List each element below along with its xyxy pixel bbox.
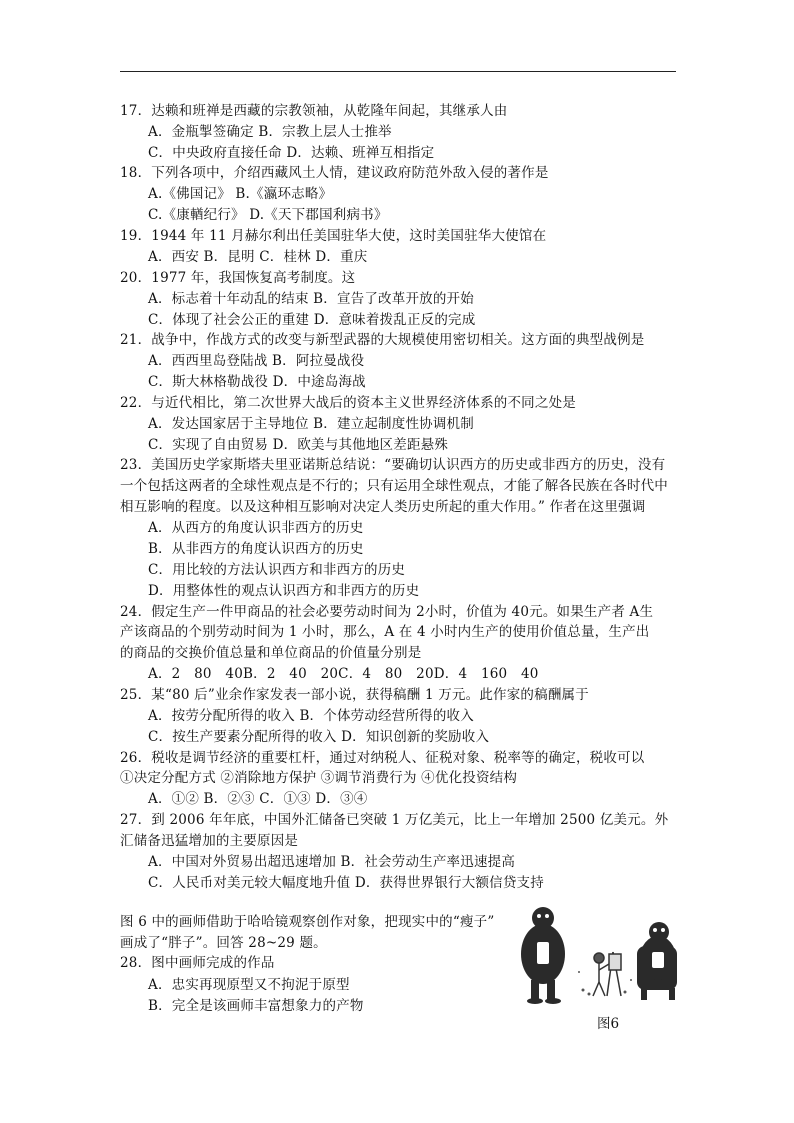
question-line: 18．下列各项中，介绍西藏风土人情，建议政府防范外敌入侵的著作是 — [120, 165, 549, 181]
option-line: A．西西里岛登陆战 B．阿拉曼战役 — [148, 353, 365, 369]
option-line: C．斯大林格勒战役 D．中途岛海战 — [148, 374, 366, 390]
question-line: 24．假定生产一件甲商品的社会必要劳动时间为 2小时，价值为 40元。如果生产者 A生 — [120, 604, 654, 620]
option-line: C．实现了自由贸易 D．欧美与其他地区差距悬殊 — [148, 437, 449, 453]
option-line: B．从非西方的角度认识西方的历史 — [148, 541, 364, 557]
question-line: 产该商品的个别劳动时间为 1 小时，那么，A 在 4 小时内生产的使用价值总量，生产出 — [120, 624, 650, 640]
option-line: A．发达国家居于主导地位 B．建立起制度性协调机制 — [148, 416, 474, 432]
question-line: 19．1944 年 11 月赫尔利出任美国驻华大使，这时美国驻华大使馆在 — [120, 228, 547, 244]
option-line: A．①② B．②③ C．①③ D．③④ — [148, 791, 368, 807]
question-line: 22．与近代相比，第二次世界大战后的资本主义世界经济体系的不同之处是 — [120, 395, 576, 411]
option-line: C．用比较的方法认识西方和非西方的历史 — [148, 562, 406, 578]
option-line: C．体现了社会公正的重建 D．意味着拨乱正反的完成 — [148, 312, 476, 328]
option-line: A．中国对外贸易出超迅速增加 B．社会劳动生产率迅速提高 — [148, 854, 516, 870]
question-line: 20．1977 年，我国恢复高考制度。这 — [120, 270, 356, 286]
question-line: 17．达赖和班禅是西藏的宗教领袖，从乾隆年间起，其继承人由 — [120, 103, 508, 119]
question-line: ①决定分配方式 ②消除地方保护 ③调节消费行为 ④优化投资结构 — [120, 770, 518, 786]
option-line: A．西安 B．昆明 C．桂林 D．重庆 — [148, 249, 368, 265]
option-line: A．按劳分配所得的收入 B．个体劳动经营所得的收入 — [148, 708, 474, 724]
question-line: 汇储备迅猛增加的主要原因是 — [120, 833, 299, 849]
question-line: 21．战争中，作战方式的改变与新型武器的大规模使用密切相关。这方面的典型战例是 — [120, 332, 645, 348]
question-line: 图 6 中的画师借助于哈哈镜观察创作对象，把现实中的“瘦子” — [120, 914, 495, 930]
question-line: 28．图中画师完成的作品 — [120, 955, 275, 971]
option-line: A．从西方的角度认识非西方的历史 — [148, 520, 364, 536]
painter — [593, 952, 621, 996]
option-line: C．中央政府直接任命 D．达赖、班禅互相指定 — [148, 145, 435, 161]
question-line: 27．到 2006 年年底，中国外汇储备已突破 1 万亿美元，比上一年增加 2500 亿美元。外 — [120, 812, 669, 828]
option-line: A．金瓶掣签确定 B．宗教上层人士推举 — [148, 124, 392, 140]
dots — [578, 971, 632, 996]
option-line: D．用整体性的观点认识西方和非西方的历史 — [148, 583, 420, 599]
option-line: A．忠实再现原型又不拘泥于原型 — [148, 977, 350, 993]
question-line: 的商品的交换价值总量和单位商品的价值量分别是 — [120, 645, 422, 661]
option-line: C．按生产要素分配所得的收入 D．知识创新的奖励收入 — [148, 729, 490, 745]
option-line: B．完全是该画师丰富想象力的产物 — [148, 998, 364, 1014]
question-line: 相互影响的程度。以及这种相互影响对决定人类历史所起的重大作用。” 作者在这里强调 — [120, 499, 646, 515]
option-line: C．人民币对美元较大幅度地升值 D．获得世界银行大额信贷支持 — [148, 875, 544, 891]
question-line: 一个包括这两者的全球性观点是不行的；只有运用全球性观点，才能了解各民族在各时代中 — [120, 478, 668, 494]
figure-caption: 图6 — [597, 1016, 620, 1032]
option-line: A．标志着十年动乱的结束 B．宣告了改革开放的开始 — [148, 291, 474, 307]
cartoon-figure — [513, 902, 681, 1004]
question-line: 23．美国历史学家斯塔夫里亚诺斯总结说：“要确切认识西方的历史或非西方的历史，没有 — [120, 457, 666, 473]
option-line: C.《康輶纪行》 D.《天下郡国利病书》 — [148, 207, 388, 223]
question-line: 26．税收是调节经济的重要杠杆，通过对纳税人、征税对象、税率等的确定，税收可以 — [120, 750, 645, 766]
header-rule — [120, 71, 676, 72]
question-line: 25．某“80 后”业余作家发表一部小说，获得稿酬 1 万元。此作家的稿酬属于 — [120, 687, 589, 703]
option-line: A．2 80 40B．2 40 20C．4 80 20D．4 160 40 — [148, 666, 539, 682]
option-line: A.《佛国记》 B.《瀛环志略》 — [148, 186, 333, 202]
question-line: 画成了“胖子”。回答 28~29 题。 — [120, 935, 327, 951]
